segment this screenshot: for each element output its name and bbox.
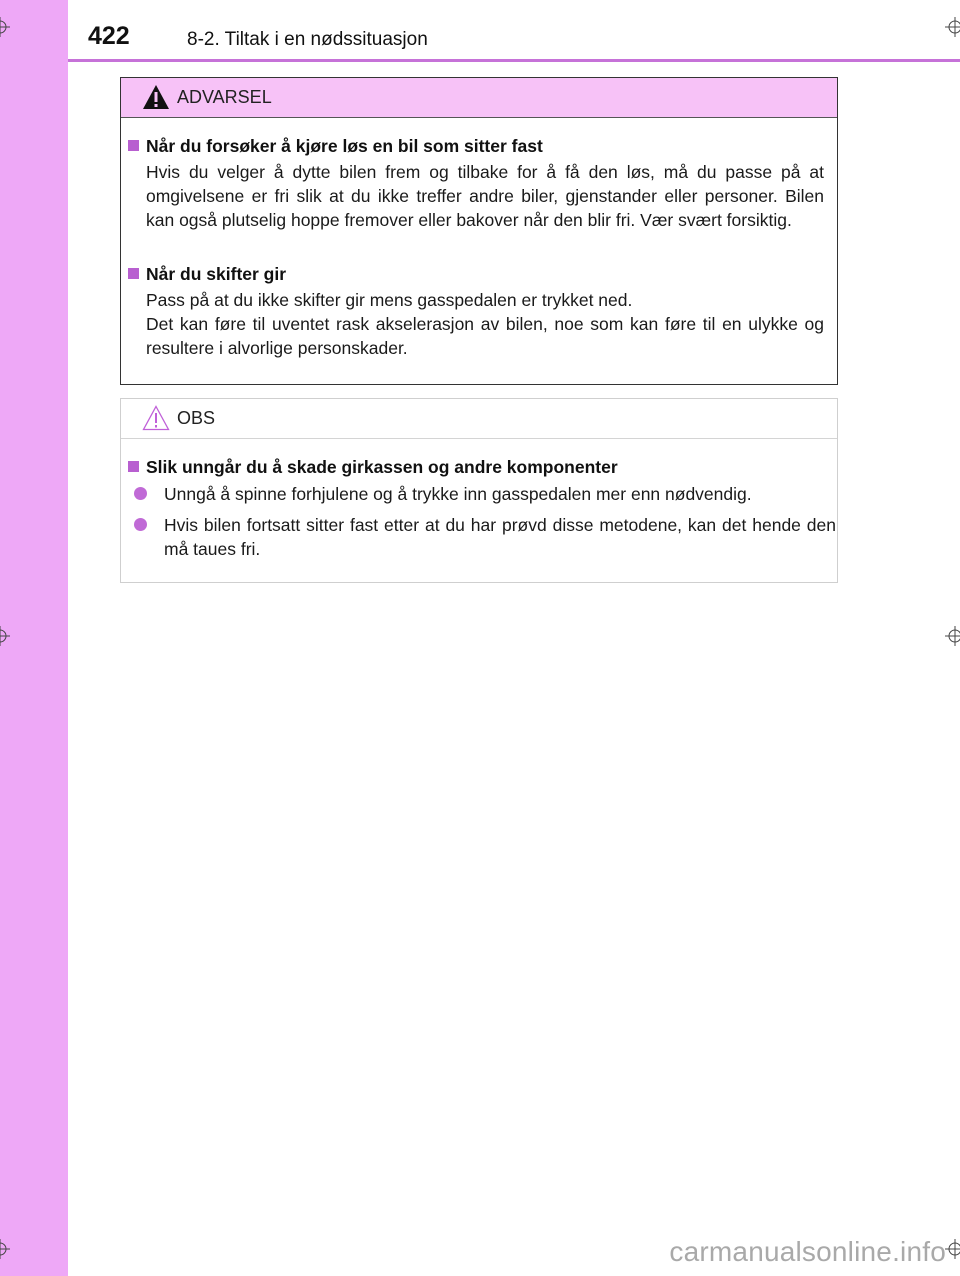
registration-mark-icon — [945, 17, 960, 37]
registration-mark-icon — [945, 1239, 960, 1259]
warning-triangle-filled-icon — [142, 84, 170, 110]
warning-item-title: Når du forsøker å kjøre løs en bil som sitter fast — [146, 136, 543, 156]
registration-mark-icon — [945, 626, 960, 646]
notice-bullet-text: Unngå å spinne forhjulene og å trykke inn gasspedalen mer enn nødvendig. — [164, 484, 752, 504]
warning-item-paragraph: Hvis du velger å dytte bilen frem og tilbake for å få den løs, må du passe på at omgivelsene er fri slik at du ikke treffer andre biler, gjenstander eller personer. Bilen kan også plutselig hoppe fremover eller bakover når den blir fri. Vær svært forsiktig. — [146, 162, 824, 230]
warning-label: ADVARSEL — [177, 87, 272, 107]
watermark: carmanualsonline.info — [669, 1236, 946, 1267]
side-color-band — [0, 0, 68, 1276]
registration-mark-icon — [0, 626, 10, 646]
square-bullet-icon — [128, 461, 139, 472]
notice-item-title: Slik unngår du å skade girkassen og andre komponenter — [146, 457, 618, 477]
round-bullet-icon — [134, 487, 147, 500]
registration-mark-icon — [0, 17, 10, 37]
registration-mark-icon — [0, 1239, 10, 1259]
header-rule — [68, 59, 960, 62]
notice-label: OBS — [177, 408, 216, 428]
warning-box — [120, 77, 838, 385]
page-number: 422 — [88, 22, 130, 50]
warning-box-header — [121, 78, 837, 118]
notice-box-header — [121, 399, 837, 439]
square-bullet-icon — [128, 268, 139, 279]
notice-box — [120, 398, 838, 583]
square-bullet-icon — [128, 140, 139, 151]
warning-item-paragraph: Pass på at du ikke skifter gir mens gasspedalen er trykket ned. — [146, 290, 633, 310]
warning-triangle-outline-icon — [142, 405, 170, 431]
section-title: 8-2. Tiltak i en nødssituasjon — [187, 29, 428, 50]
notice-bullet-text: Hvis bilen fortsatt sitter fast etter at du har prøvd disse metodene, kan det hende den må taues fri. — [164, 515, 836, 559]
warning-item-title: Når du skifter gir — [146, 264, 287, 284]
round-bullet-icon — [134, 518, 147, 531]
warning-item-paragraph: Det kan føre til uventet rask akselerasjon av bilen, noe som kan føre til en ulykke og resultere i alvorlige personskader. — [146, 314, 824, 358]
